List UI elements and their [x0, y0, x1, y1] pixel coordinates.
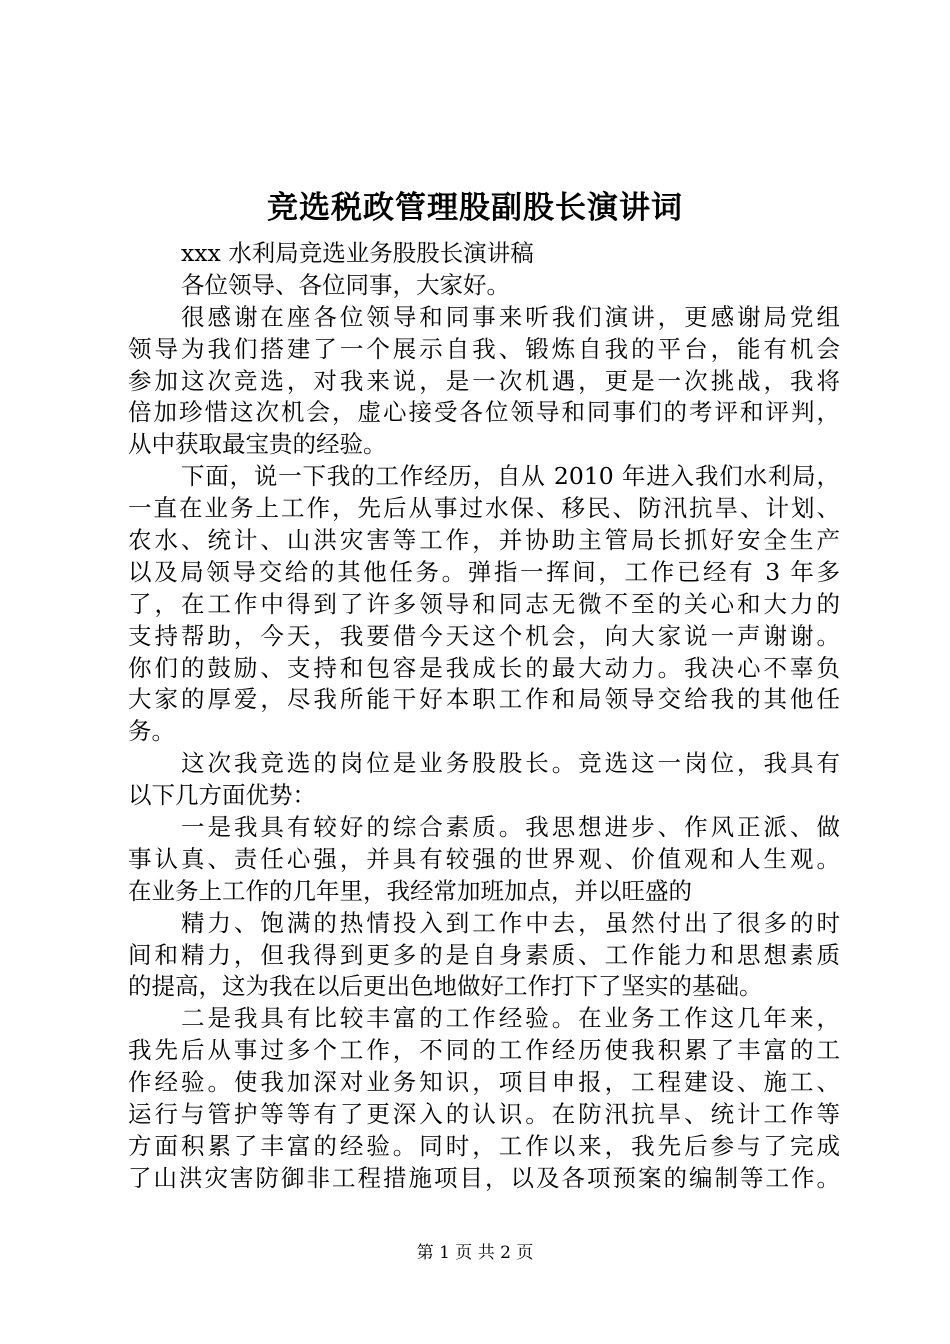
paragraph-line: 一直在业务上工作，先后从事过水保、移民、防汛抗旱、计划、 — [128, 494, 840, 523]
paragraph-line: 了山洪灾害防御非工程措施项目，以及各项预案的编制等工作。 — [128, 1163, 840, 1192]
paragraph-line: 一是我具有较好的综合素质。我思想进步、作风正派、做 — [181, 813, 840, 842]
paragraph-line: 了，在工作中得到了许多领导和同志无微不至的关心和大力的 — [128, 589, 840, 618]
paragraph-line: 从中获取最宝贵的经验。 — [128, 430, 387, 459]
document-body — [128, 238, 840, 1195]
paragraph-line: 支持帮助，今天，我要借今天这个机会，向大家说一声谢谢。 — [128, 621, 840, 650]
paragraph-line: 领导为我们搭建了一个展示自我、锻炼自我的平台，能有机会 — [128, 334, 840, 363]
paragraph-line: 参加这次竞选，对我来说，是一次机遇，更是一次挑战，我将 — [128, 366, 840, 395]
paragraph-line: 大家的厚爱，尽我所能干好本职工作和局领导交给我的其他任 — [128, 685, 840, 714]
paragraph-line: 间和精力，但我得到更多的是自身素质、工作能力和思想素质 — [128, 940, 840, 969]
subtitle-line: xxx 水利局竞选业务股股长演讲稿 — [181, 239, 534, 267]
paragraph-line: 你们的鼓励、支持和包容是我成长的最大动力。我决心不辜负 — [128, 653, 840, 682]
paragraph-line: 在业务上工作的几年里，我经常加班加点，并以旺盛的 — [128, 876, 692, 905]
paragraph-line: 下面，说一下我的工作经历，自从 2010 年进入我们水利局， — [181, 462, 840, 491]
document-title: 竞选税政管理股副股长演讲词 — [267, 190, 683, 226]
paragraph-line: 以下几方面优势： — [128, 781, 316, 810]
paragraph-line: 方面积累了丰富的经验。同时，工作以来，我先后参与了完成 — [128, 1131, 840, 1160]
paragraph-line: 二是我具有比较丰富的工作经验。在业务工作这几年来， — [181, 1004, 840, 1033]
greeting-line: 各位领导、各位同事，大家好。 — [181, 270, 510, 299]
paragraph-line: 这次我竞选的岗位是业务股股长。竞选这一岗位，我具有 — [181, 749, 840, 778]
paragraph-line: 作经验。使我加深对业务知识，项目申报，工程建设、施工、 — [128, 1068, 840, 1097]
paragraph-line: 精力、饱满的热情投入到工作中去，虽然付出了很多的时 — [181, 908, 840, 937]
paragraph-line: 以及局领导交给的其他任务。弹指一挥间，工作已经有 3 年多 — [128, 557, 840, 586]
paragraph-line: 农水、统计、山洪灾害等工作，并协助主管局长抓好安全生产 — [128, 526, 840, 555]
paragraph-line: 事认真、责任心强，并具有较强的世界观、价值观和人生观。 — [128, 844, 840, 873]
paragraph-line: 务。 — [128, 717, 175, 746]
paragraph-line: 倍加珍惜这次机会，虚心接受各位领导和同事们的考评和评判， — [128, 398, 840, 427]
page-footer: 第 1 页 共 2 页 — [416, 1243, 534, 1263]
paragraph-line: 我先后从事过多个工作，不同的工作经历使我积累了丰富的工 — [128, 1036, 840, 1065]
paragraph-line: 很感谢在座各位领导和同事来听我们演讲，更感谢局党组 — [181, 302, 840, 331]
paragraph-line: 运行与管护等等有了更深入的认识。在防汛抗旱、统计工作等 — [128, 1100, 840, 1129]
paragraph-line: 的提高，这为我在以后更出色地做好工作打下了坚实的基础。 — [128, 972, 763, 1001]
